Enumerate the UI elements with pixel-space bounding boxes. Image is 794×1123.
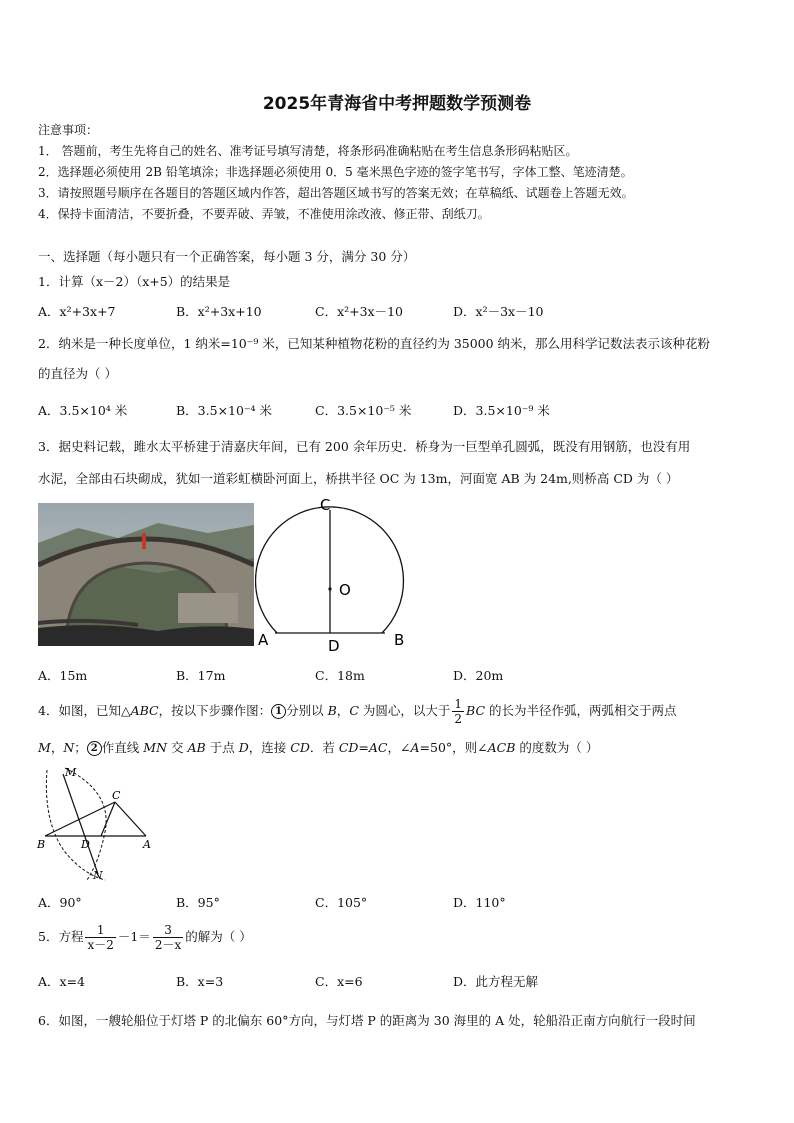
point-a-label: A: [143, 838, 151, 851]
q5-option-a: A．x=4: [38, 974, 86, 989]
triangle-construction-diagram: [35, 762, 160, 891]
q1-stem: 1．计算（x－2）（x+5）的结果是: [38, 274, 231, 289]
point-n-label: N: [93, 869, 103, 882]
q5-stem: 5．方程 $\frac{1}{x-2}$ －1＝ $\frac{3}{2-x}$ 的解为（ ）: [38, 923, 252, 952]
notice-item-4: 4．保持卡面清洁，不要折叠，不要弄破、弄皱，不准使用涂改液、修正带、刮纸刀。: [38, 207, 490, 221]
q4-option-c: C．105°: [315, 895, 368, 910]
q1-option-c: C．x²+3x－10: [315, 304, 404, 319]
point-m-label: M: [65, 766, 77, 779]
q4-stem-line2: M，N； 2 作直线 MN 交 AB 于点 D，连接 CD．若 CD=AC，∠A=50°，则∠ACB 的度数为（ ）: [38, 740, 599, 755]
q1-option-d: D．x²－3x－10: [453, 304, 544, 319]
point-d-label: D: [328, 637, 340, 655]
step-1-marker: 1: [271, 704, 286, 719]
half-fraction: $\frac{1}{2}$: [454, 697, 463, 726]
q2-stem-line2: 的直径为（ ）: [38, 366, 117, 381]
q4-stem-line1: 4．如图，已知△ABC，按以下步骤作图： 1 分别以 B，C 为圆心，以大于 $\frac{1}{2}$ BC 的长为半径作弧，两弧相交于两点: [38, 697, 677, 726]
q5-fraction-right: $\frac{3}{2-x}$: [154, 923, 182, 952]
q2-stem-line1: 2．纳米是一种长度单位，1 纳米=10⁻⁹ 米，已知某种植物花粉的直径约为 35000 纳米，那么用科学记数法表示该种花粉: [38, 336, 711, 351]
q5-option-c: C．x=6: [315, 974, 363, 989]
q1-option-a: A．x²+3x+7: [38, 304, 116, 319]
q5-option-d: D．此方程无解: [453, 974, 539, 989]
point-c-label: C: [320, 496, 331, 514]
step-2-marker: 2: [87, 741, 102, 756]
point-c-label: C: [112, 789, 121, 802]
point-b-label: B: [37, 838, 46, 851]
q3-option-d: D．20m: [453, 668, 504, 683]
q2-option-d: D．3.5×10⁻⁹ 米: [453, 403, 550, 418]
section-heading: 一、选择题（每小题只有一个正确答案，每小题 3 分，满分 30 分）: [38, 249, 416, 264]
notice-heading: 注意事项：: [38, 123, 99, 137]
q1-option-b: B．x²+3x+10: [176, 304, 262, 319]
point-d-label: D: [81, 838, 90, 851]
point-o-label: O: [339, 581, 351, 599]
q4-option-b: B．95°: [176, 895, 220, 910]
q5-fraction-left: $\frac{1}{x-2}$: [87, 923, 114, 952]
q3-stem-line1: 3．据史料记载，雎水太平桥建于清嘉庆年间，已有 200 余年历史．桥身为一巨型单孔圆弧，既没有用钢筋，也没有用: [38, 439, 691, 454]
q3-option-b: B．17m: [176, 668, 226, 683]
q3-option-a: A．15m: [38, 668, 88, 683]
page-title: 2025年青海省中考押题数学预测卷: [262, 94, 532, 114]
q3-stem-line2: 水泥，全部由石块砌成，犹如一道彩虹横卧河面上，桥拱半径 OC 为 13m，河面宽 AB 为 24m,则桥高 CD 为（ ）: [38, 471, 679, 486]
notice-item-1: 1． 答题前，考生先将自己的姓名、准考证号填写清楚，将条形码准确粘贴在考生信息条形码粘贴区。: [38, 144, 578, 158]
q3-option-c: C．18m: [315, 668, 365, 683]
q6-stem-line1: 6．如图，一艘轮船位于灯塔 P 的北偏东 60°方向，与灯塔 P 的距离为 30 海里的 A 处，轮船沿正南方向航行一段时间: [38, 1013, 696, 1028]
q4-option-a: A．90°: [38, 895, 82, 910]
notice-item-3: 3．请按照题号顺序在各题目的答题区域内作答，超出答题区域书写的答案无效；在草稿纸、试题卷上答题无效。: [38, 186, 634, 200]
point-a-label: A: [258, 631, 269, 649]
q2-option-c: C．3.5×10⁻⁵ 米: [315, 403, 412, 418]
notice-item-2: 2．选择题必须使用 2B 铅笔填涂；非选择题必须使用 0．5 毫米黑色字迹的签字笔书写，字体工整、笔迹清楚。: [38, 165, 633, 179]
q5-option-b: B．x=3: [176, 974, 224, 989]
q4-option-d: D．110°: [453, 895, 506, 910]
q2-option-b: B．3.5×10⁻⁴ 米: [176, 403, 273, 418]
bridge-diagram: [255, 495, 415, 659]
bridge-photo: [38, 503, 254, 646]
q2-option-a: A．3.5×10⁴ 米: [38, 403, 128, 418]
point-b-label: B: [394, 631, 405, 649]
